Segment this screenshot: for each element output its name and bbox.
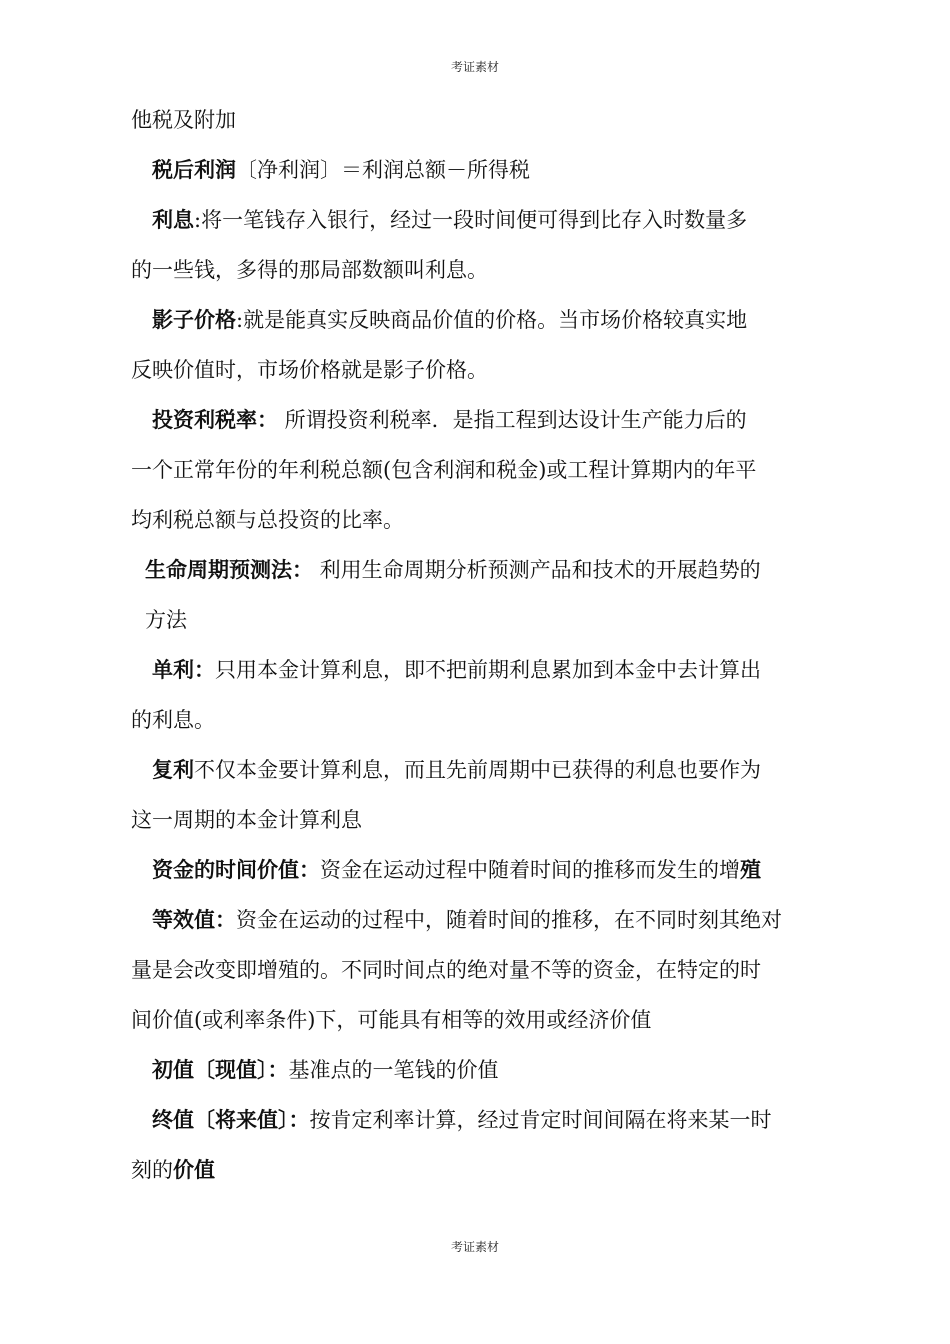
term-label: 利息 (152, 207, 194, 232)
text-line (131, 95, 236, 145)
body-text: :就是能真实反映商品价值的价格。当市场价格较真实地 (236, 308, 748, 332)
text-line (131, 995, 651, 1045)
term-label: 初值〔现值〕： (152, 1057, 289, 1082)
body-text: 只用本金计算利息，即不把前期利息累加到本金中去计算出 (215, 658, 761, 682)
text-line (131, 445, 756, 495)
body-text: 反映价值时，市场价格就是影子价格。 (131, 358, 488, 382)
body-text: 他税及附加 (131, 108, 236, 132)
body-text: 刻的 (131, 1158, 173, 1182)
text-line (152, 895, 782, 945)
body-text: 基准点的一笔钱的价值 (288, 1058, 499, 1082)
term-label: 单利： (152, 657, 215, 682)
text-line (152, 745, 761, 795)
text-line (152, 195, 747, 245)
text-line (152, 295, 747, 345)
body-text: 的利息。 (131, 708, 215, 732)
term-label: 价值 (173, 1157, 215, 1182)
text-line (131, 495, 404, 545)
text-line (145, 545, 761, 595)
text-line (131, 1145, 215, 1195)
body-text: 均利税总额与总投资的比率。 (131, 508, 404, 532)
text-line (131, 345, 488, 395)
body-text: 资金在运动过程中随着时间的推移而发生的增 (320, 858, 740, 882)
term-label: 等效值： (152, 907, 236, 932)
text-line (152, 1045, 499, 1095)
term-label: 税后利润 (152, 157, 236, 182)
term-label: 复利 (152, 757, 194, 782)
text-line (131, 795, 362, 845)
text-line (145, 595, 187, 645)
body-text: 量是会改变即增殖的。不同时间点的绝对量不等的资金，在特定的时 (131, 958, 761, 982)
term-label: 终值〔将来值〕： (152, 1107, 310, 1132)
body-text: 〔净利润〕＝利润总额－所得税 (236, 158, 530, 182)
term-label: 资金的时间价值： (152, 857, 320, 882)
body-text: 所谓投资利税率．是指工程到达设计生产能力后的 (278, 408, 747, 432)
body-text: 利用生命周期分析预测产品和技术的开展趋势的 (313, 558, 761, 582)
text-line (131, 695, 215, 745)
text-line (152, 845, 761, 895)
page-header: 考证素材 (450, 60, 499, 74)
body-text: 这一周期的本金计算利息 (131, 808, 362, 832)
term-label: 殖 (740, 857, 761, 882)
text-line (152, 1095, 772, 1145)
body-text: 方法 (145, 608, 187, 632)
term-label: 投资利税率： (152, 407, 278, 432)
body-text: :将一笔钱存入银行，经过一段时间便可得到比存入时数量多 (194, 208, 748, 232)
text-line (152, 145, 530, 195)
body-text: 间价值(或利率条件)下，可能具有相等的效用或经济价值 (131, 1008, 652, 1032)
page-footer: 考证素材 (450, 1240, 499, 1254)
body-text: 不仅本金要计算利息，而且先前周期中已获得的利息也要作为 (194, 758, 761, 782)
text-line (152, 395, 747, 445)
body-text: 一个正常年份的年利税总额(包含利润和税金)或工程计算期内的年平 (131, 458, 757, 482)
term-label: 影子价格 (152, 307, 236, 332)
body-text: 的一些钱，多得的那局部数额叫利息。 (131, 258, 488, 282)
text-line (131, 245, 488, 295)
term-label: 生命周期预测法： (145, 557, 313, 582)
text-line (131, 945, 761, 995)
text-line (152, 645, 761, 695)
body-text: 资金在运动的过程中，随着时间的推移，在不同时刻其绝对 (236, 908, 782, 932)
body-text: 按肯定利率计算，经过肯定时间间隔在将来某一时 (309, 1108, 772, 1132)
